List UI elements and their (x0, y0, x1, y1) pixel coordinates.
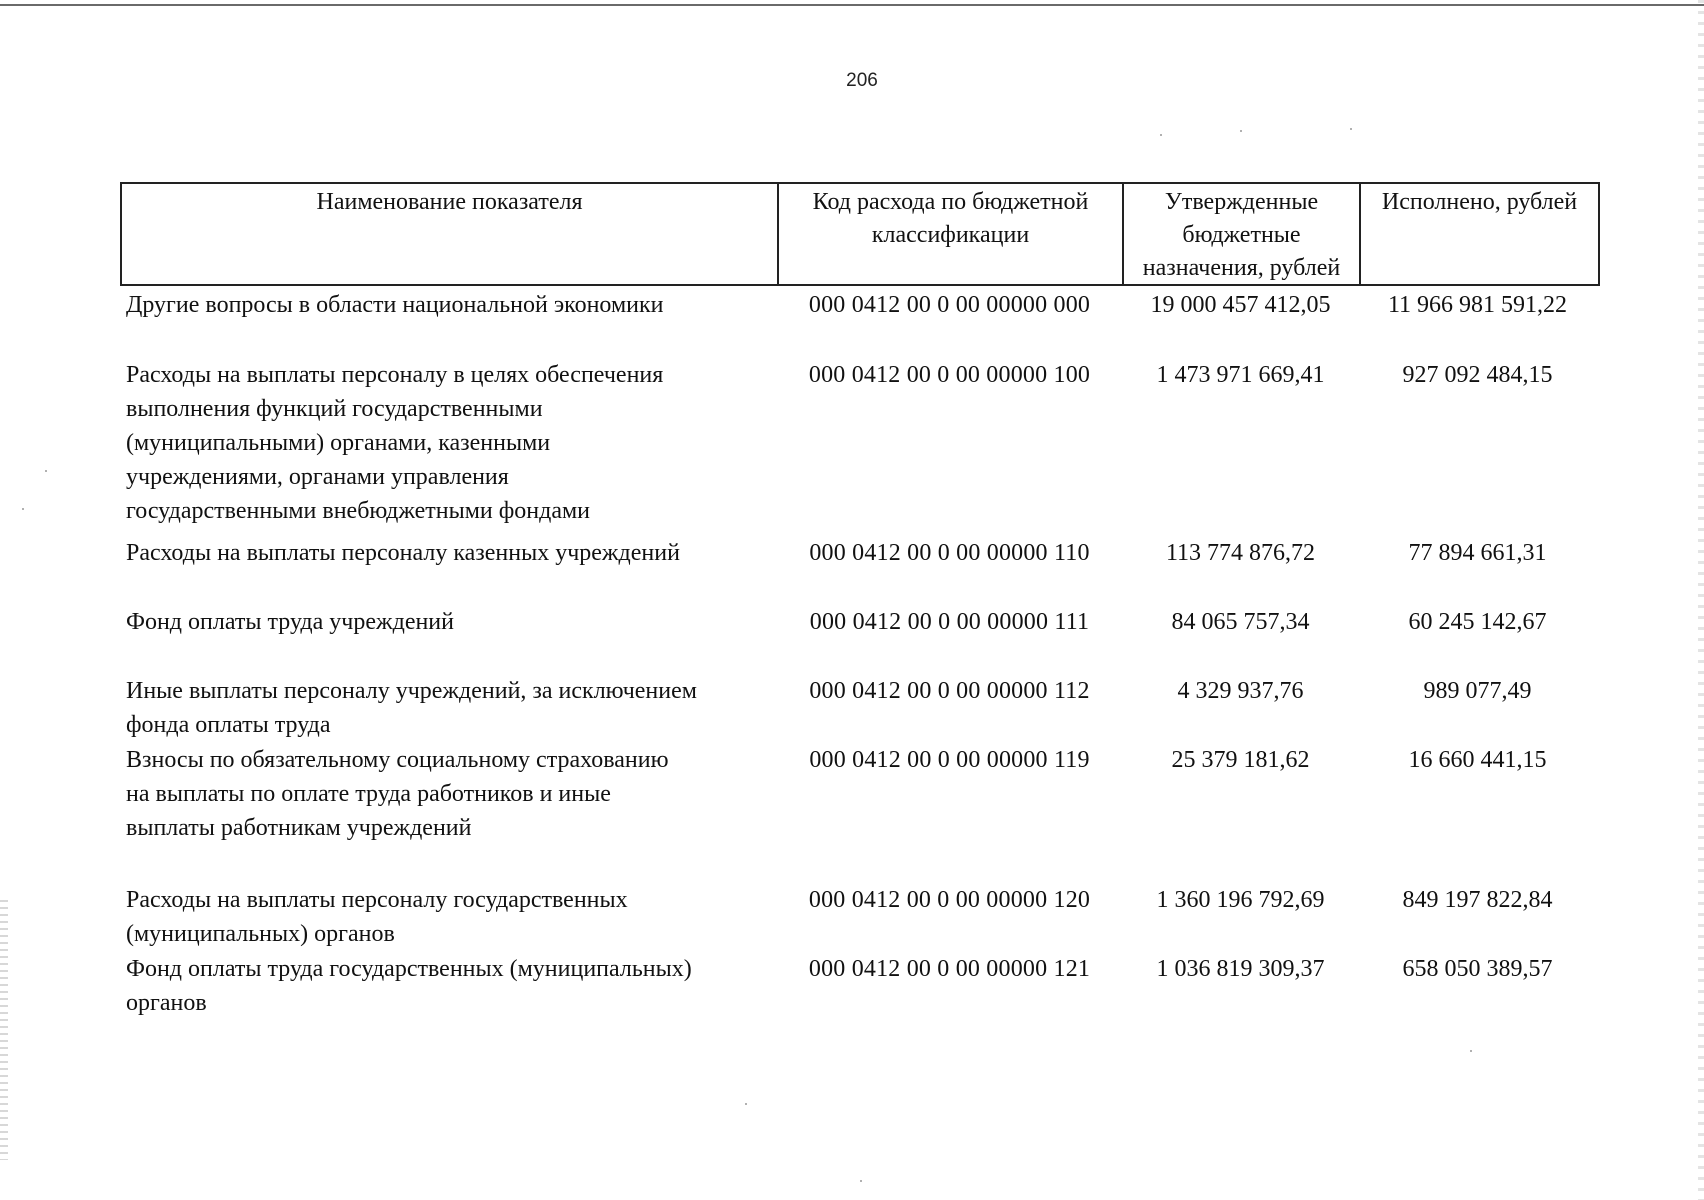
column-header-approved (1124, 184, 1361, 284)
row-name-line: (муниципальных) органов (126, 921, 395, 947)
row-name-line: выплаты работникам учреждений (126, 815, 472, 841)
row-name-line: Расходы на выплаты персоналу в целях обеспечения (126, 362, 664, 388)
header-line: Код расхода по бюджетной (812, 189, 1089, 215)
row-name (126, 883, 778, 951)
top-border-line (0, 4, 1704, 6)
row-name-line: государственными внебюджетными фондами (126, 498, 591, 524)
row-name (126, 674, 778, 742)
row-approved: 4 329 937,76 (1177, 678, 1304, 704)
header-line: назначения, рублей (1142, 255, 1341, 281)
row-code: 000 0412 00 0 00 00000 119 (809, 747, 1090, 773)
scan-speck (1240, 130, 1242, 132)
row-name-line: Фонд оплаты труда государственных (муниципальных) (126, 956, 692, 982)
header-line: Исполнено, рублей (1381, 189, 1578, 215)
row-name (126, 536, 778, 570)
row-name-line: фонда оплаты труда (126, 712, 331, 738)
header-line: Утвержденные (1164, 189, 1319, 215)
scan-speck (745, 1103, 747, 1105)
row-name-line: Расходы на выплаты персоналу государственных (126, 887, 628, 913)
row-code: 000 0412 00 0 00 00000 111 (809, 609, 1090, 635)
scan-speck (22, 508, 24, 510)
row-approved: 84 065 757,34 (1171, 609, 1310, 635)
row-approved: 25 379 181,62 (1171, 747, 1310, 773)
scan-speck (1470, 1050, 1472, 1052)
scan-speck (45, 470, 47, 472)
row-name-line: Иные выплаты персоналу учреждений, за исключением (126, 678, 697, 704)
row-name-line: Фонд оплаты труда учреждений (126, 609, 454, 635)
row-approved: 1 360 196 792,69 (1156, 887, 1325, 913)
row-executed: 658 050 389,57 (1402, 956, 1553, 982)
row-approved: 19 000 457 412,05 (1150, 292, 1331, 318)
row-name-line: выполнения функций государственными (126, 396, 543, 422)
header-line: Наименование показателя (316, 189, 583, 215)
row-name-line: органов (126, 990, 207, 1016)
scan-edge-noise (0, 900, 8, 1160)
scan-speck (860, 1180, 862, 1182)
row-executed: 927 092 484,15 (1402, 362, 1553, 388)
column-header-name (122, 184, 779, 284)
row-code: 000 0412 00 0 00 00000 120 (808, 887, 1091, 913)
row-name (126, 358, 778, 528)
row-code: 000 0412 00 0 00 00000 121 (808, 956, 1091, 982)
row-code: 000 0412 00 0 00 00000 110 (809, 540, 1090, 566)
column-header-executed (1361, 184, 1598, 284)
scan-speck (1350, 128, 1352, 130)
row-name-line: Расходы на выплаты персоналу казенных учреждений (126, 540, 680, 566)
row-name-line: учреждениями, органами управления (126, 464, 509, 490)
header-line: бюджетные (1182, 222, 1301, 248)
row-executed: 11 966 981 591,22 (1387, 292, 1568, 318)
row-executed: 849 197 822,84 (1402, 887, 1553, 913)
row-executed: 16 660 441,15 (1408, 747, 1547, 773)
row-name-line: Другие вопросы в области национальной экономики (126, 292, 664, 318)
table-header (120, 182, 1600, 286)
row-code: 000 0412 00 0 00 00000 112 (809, 678, 1090, 704)
row-executed: 989 077,49 (1423, 678, 1532, 704)
row-name-line: на выплаты по оплате труда работников и иные (126, 781, 611, 807)
header-line: классификации (871, 222, 1030, 248)
row-approved: 113 774 876,72 (1165, 540, 1316, 566)
row-name (126, 605, 778, 639)
row-approved: 1 036 819 309,37 (1156, 956, 1325, 982)
row-executed: 60 245 142,67 (1408, 609, 1547, 635)
row-executed: 77 894 661,31 (1408, 540, 1547, 566)
row-name (126, 952, 778, 1020)
row-code: 000 0412 00 0 00 00000 100 (808, 362, 1091, 388)
page-number: 206 (846, 70, 878, 91)
scan-speck (1160, 134, 1162, 136)
row-name-line: Взносы по обязательному социальному страхованию (126, 747, 669, 773)
row-name (126, 288, 778, 322)
column-header-code (779, 184, 1124, 284)
row-code: 000 0412 00 0 00 00000 000 (808, 292, 1091, 318)
row-approved: 1 473 971 669,41 (1156, 362, 1325, 388)
scan-edge-noise (1698, 0, 1704, 1200)
row-name (126, 743, 778, 845)
row-name-line: (муниципальными) органами, казенными (126, 430, 551, 456)
